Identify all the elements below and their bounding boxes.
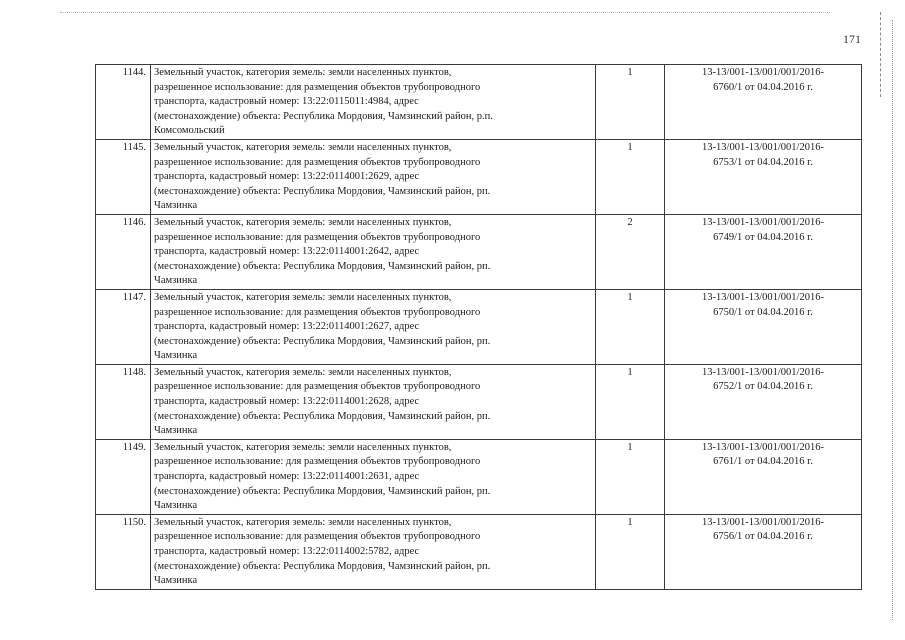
description-line: транспорта, кадастровый номер: 13:22:0114001:2628, адрес [154,396,420,408]
row-number: 1148. [96,364,151,439]
registration-line: 6760/1 от 04.04.2016 г. [713,81,813,93]
row-number: 1147. [96,289,151,364]
property-description [151,364,596,439]
description-line: разрешенное использование: для размещения объектов трубопроводного [154,531,481,543]
table-body [96,65,862,590]
table-row [96,214,862,289]
property-description [151,65,596,140]
quantity: 1 [596,514,665,589]
quantity: 1 [596,289,665,364]
registration-line: 13-13/001-13/001/001/2016- [702,366,824,378]
registration-line: 13-13/001-13/001/001/2016- [702,216,824,228]
table-row [96,289,862,364]
page-number: 171 [843,32,861,46]
property-description [151,289,596,364]
description-line: Чамзинка [154,350,198,362]
table-row [96,514,862,589]
scan-artifact-top [60,12,830,16]
description-line: (местонахождение) объекта: Республика Мордовия, Чамзинский район, рп. [154,260,491,272]
description-line: Земельный участок, категория земель: земли населенных пунктов, [154,441,452,453]
registration-line: 6752/1 от 04.04.2016 г. [713,381,813,393]
registration-record [665,65,862,140]
registration-record [665,514,862,589]
description-line: разрешенное использование: для размещения объектов трубопроводного [154,156,481,168]
description-line: транспорта, кадастровый номер: 13:22:0114001:2629, адрес [154,171,420,183]
row-number: 1150. [96,514,151,589]
property-register-table [95,64,862,590]
description-line: транспорта, кадастровый номер: 13:22:0114001:2627, адрес [154,321,420,333]
description-line: Чамзинка [154,200,198,212]
description-line: Земельный участок, категория земель: земли населенных пунктов, [154,67,452,78]
quantity: 2 [596,214,665,289]
description-line: (местонахождение) объекта: Республика Мордовия, Чамзинский район, рп. [154,560,491,572]
description-line: транспорта, кадастровый номер: 13:22:0114001:2642, адрес [154,246,420,258]
description-line: транспорта, кадастровый номер: 13:22:0115011:4984, адрес [154,96,419,108]
quantity: 1 [596,65,665,140]
table-row [96,439,862,514]
registration-record [665,439,862,514]
description-line: разрешенное использование: для размещения объектов трубопроводного [154,381,481,393]
quantity: 1 [596,364,665,439]
description-line: транспорта, кадастровый номер: 13:22:0114002:5782, адрес [154,546,420,557]
property-description [151,214,596,289]
registration-line: 6761/1 от 04.04.2016 г. [713,456,813,468]
description-line: Чамзинка [154,275,198,287]
row-number: 1146. [96,214,151,289]
description-line: Чамзинка [154,425,198,437]
registration-line: 13-13/001-13/001/001/2016- [702,291,824,303]
description-line: разрешенное использование: для размещения объектов трубопроводного [154,456,481,468]
registration-line: 13-13/001-13/001/001/2016- [702,141,824,153]
registration-line: 6750/1 от 04.04.2016 г. [713,306,813,318]
table-row [96,65,862,140]
description-line: Чамзинка [154,500,198,512]
registration-record [665,364,862,439]
description-line: Земельный участок, категория земель: земли населенных пунктов, [154,516,452,528]
description-line: (местонахождение) объекта: Республика Мордовия, Чамзинский район, рп. [154,185,491,197]
scan-margin-strip [892,20,896,620]
row-number: 1149. [96,439,151,514]
registration-record [665,139,862,214]
description-line: транспорта, кадастровый номер: 13:22:0114001:2631, адрес [154,471,420,483]
description-line: разрешенное использование: для размещения объектов трубопроводного [154,306,481,318]
registration-line: 6749/1 от 04.04.2016 г. [713,231,813,243]
description-line: разрешенное использование: для размещения объектов трубопроводного [154,231,481,243]
description-line: Земельный участок, категория земель: земли населенных пунктов, [154,141,452,153]
description-line: (местонахождение) объекта: Республика Мордовия, Чамзинский район, рп. [154,335,491,347]
quantity: 1 [596,139,665,214]
property-description [151,439,596,514]
description-line: разрешенное использование: для размещения объектов трубопроводного [154,81,481,93]
description-line: Чамзинка [154,575,198,587]
description-line: (местонахождение) объекта: Республика Мордовия, Чамзинский район, рп. [154,485,491,497]
registration-line: 6756/1 от 04.04.2016 г. [713,531,813,543]
registration-line: 6753/1 от 04.04.2016 г. [713,156,813,168]
row-number: 1145. [96,139,151,214]
description-line: (местонахождение) объекта: Республика Мордовия, Чамзинский район, рп. [154,410,491,422]
property-description [151,514,596,589]
description-line: Земельный участок, категория земель: земли населенных пунктов, [154,291,452,303]
registration-record [665,289,862,364]
registration-line: 13-13/001-13/001/001/2016- [702,67,824,78]
description-line: Земельный участок, категория земель: земли населенных пунктов, [154,366,452,378]
description-line: (местонахождение) объекта: Республика Мордовия, Чамзинский район, р.п. [154,110,493,122]
registration-line: 13-13/001-13/001/001/2016- [702,516,824,528]
description-line: Земельный участок, категория земель: земли населенных пунктов, [154,216,452,228]
property-description [151,139,596,214]
description-line: Комсомольский [154,125,225,137]
row-number: 1144. [96,65,151,140]
registration-line: 13-13/001-13/001/001/2016- [702,441,824,453]
table-row [96,364,862,439]
quantity: 1 [596,439,665,514]
table-row [96,139,862,214]
registration-record [665,214,862,289]
